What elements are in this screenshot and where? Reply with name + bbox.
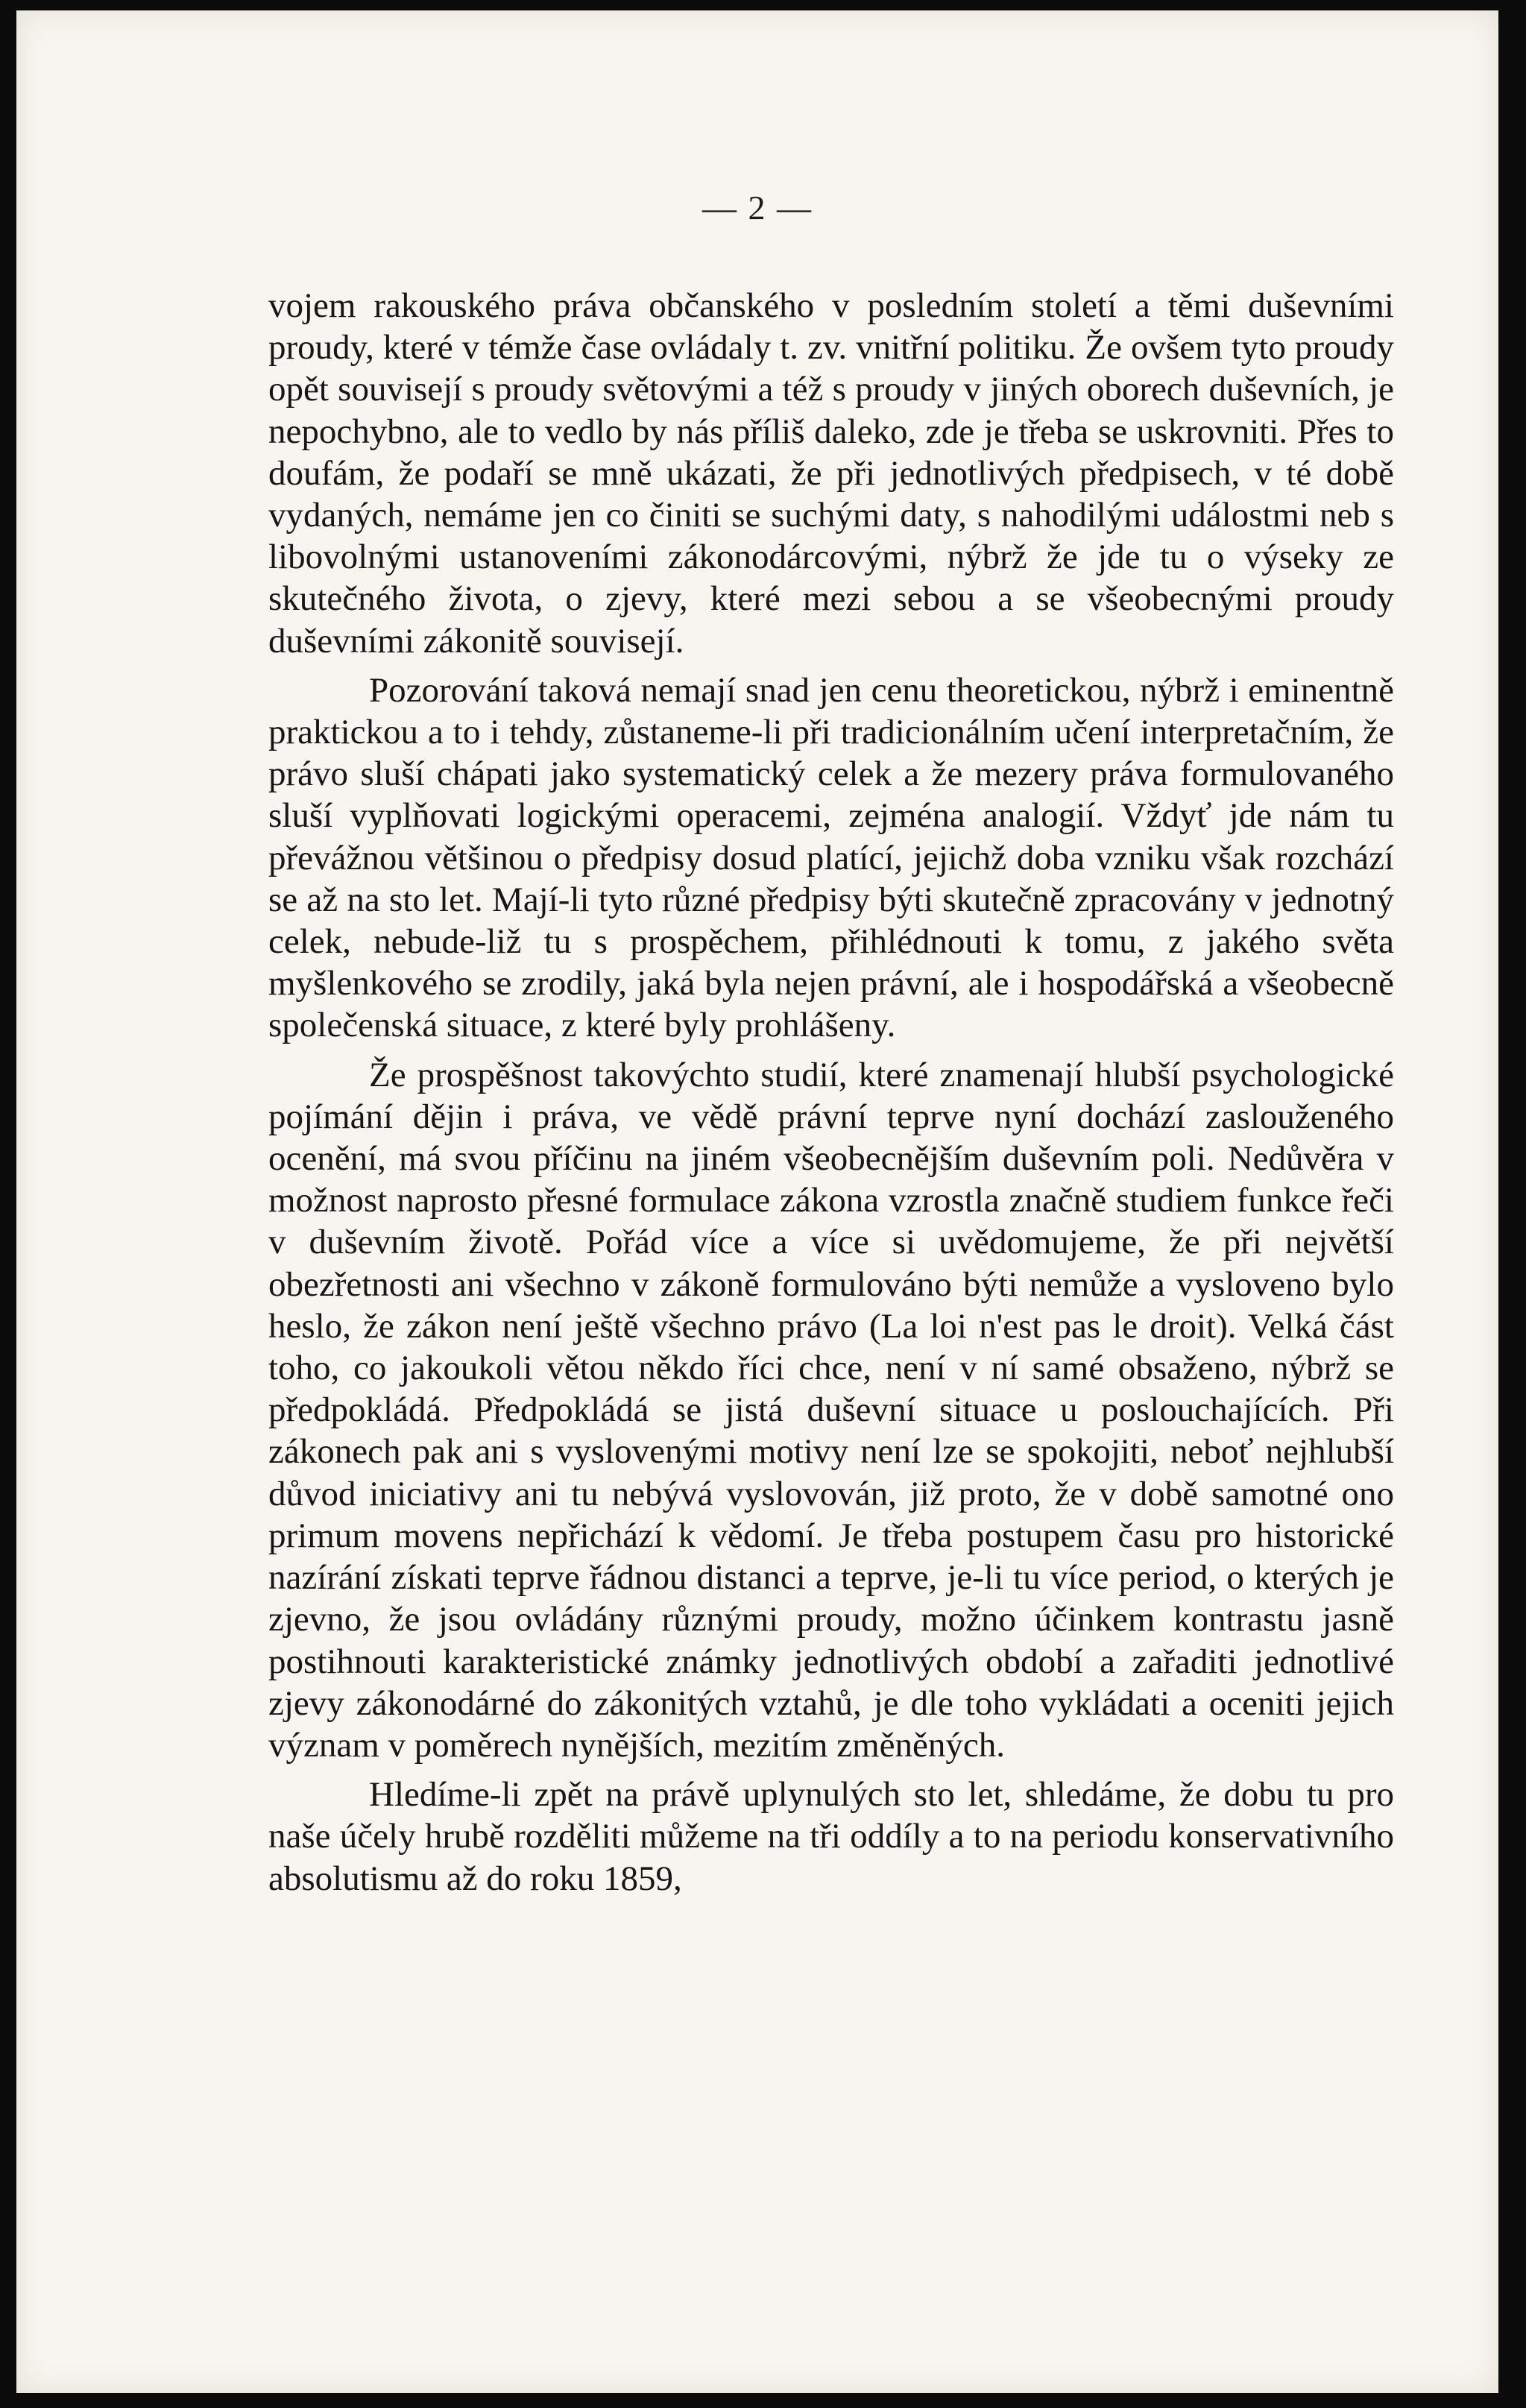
- paragraph-4: Hledíme-li zpět na právě uplynulých sto let, shledáme, že dobu tu pro naše účely hrubě rozděliti můžeme na tři oddíly a to na periodu konservativního absolutismu až do roku 1859,: [268, 1775, 1394, 1898]
- paragraph-1: vojem rakouského práva občanského v posledním století a těmi duševními proudy, které v témže čase ovládaly t. zv. vnitřní politiku. Že ovšem tyto proudy opět souvisejí s proudy světovými a též s proudy v jiných oborech duševních, je nepochybno, ale to vedlo by nás příliš daleko, zde je třeba se uskrovniti. Přes to doufám, že podaří se mně ukázati, že při jednotlivých předpisech, v té době vydaných, nemáme jen co činiti se suchými daty, s nahodilými událostmi neb s libovolnými ustanoveními zákonodárcovými, nýbrž že jde tu o výseky ze skutečného života, o zjevy, které mezi sebou a se všeobecnými proudy duševními zákonitě souvisejí.: [268, 286, 1394, 661]
- body-text: [268, 285, 1394, 1900]
- paragraph-3: Že prospěšnost takovýchto studií, které znamenají hlubší psychologické pojímání dějin i práva, ve vědě právní teprve nyní dochází zaslouženého ocenění, má svou příčinu na jiném všeobecnějším duševním poli. Nedůvěra v možnost naprosto přesné formulace zákona vzrostla značně studiem funkce řeči v duševním životě. Pořád více a více si uvědomujeme, že při největší obezřetnosti ani všechno v zákoně formulováno býti nemůže a vysloveno bylo heslo, že zákon není ještě všechno právo (La loi n'est pas le droit). Velká část toho, co jakoukoli větou někdo říci chce, není v ní samé obsaženo, nýbrž se předpokládá. Předpokládá se jistá duševní situace u poslouchajících. Při zákonech pak ani s vyslovenými motivy není lze se spokojiti, neboť nejhlubší důvod iniciativy ani tu nebývá vyslovován, již proto, že v době samotné ono primum movens nepřichází k vědomí. Je třeba postupem času pro historické nazírání získati teprve řádnou distanci a teprve, je-li tu více period, o kterých je zjevno, že jsou ovládány různými proudy, možno účinkem kontrastu jasně postihnouti karakteristické známky jednotlivých období a zařaditi jednotlivé zjevy zákonodárné do zákonitých vztahů, je dle toho vykládati a oceniti jejich význam v poměrech nynějších, mezitím změněných.: [268, 1055, 1394, 1765]
- paragraph-2: Pozorování taková nemají snad jen cenu theoretickou, nýbrž i eminentně praktickou a to i tehdy, zůstaneme-li při tradicionálním učení interpretačním, že právo sluší chápati jako systematický celek a že mezery práva formulovaného sluší vyplňovati logickými operacemi, zejména analogií. Vždyť jde nám tu převážnou většinou o předpisy dosud platící, jejichž doba vzniku však rozchází se až na sto let. Mají-li tyto různé předpisy býti skutečně zpracovány v jednotný celek, nebude-liž tu s prospěchem, přihlédnouti k tomu, z jakého světa myšlenkového se zrodily, jaká byla nejen právní, ale i hospodářská a všeobecně společenská situace, z které byly prohlášeny.: [268, 670, 1394, 1045]
- book-page: [16, 10, 1498, 2393]
- page-number: — 2 —: [702, 189, 813, 227]
